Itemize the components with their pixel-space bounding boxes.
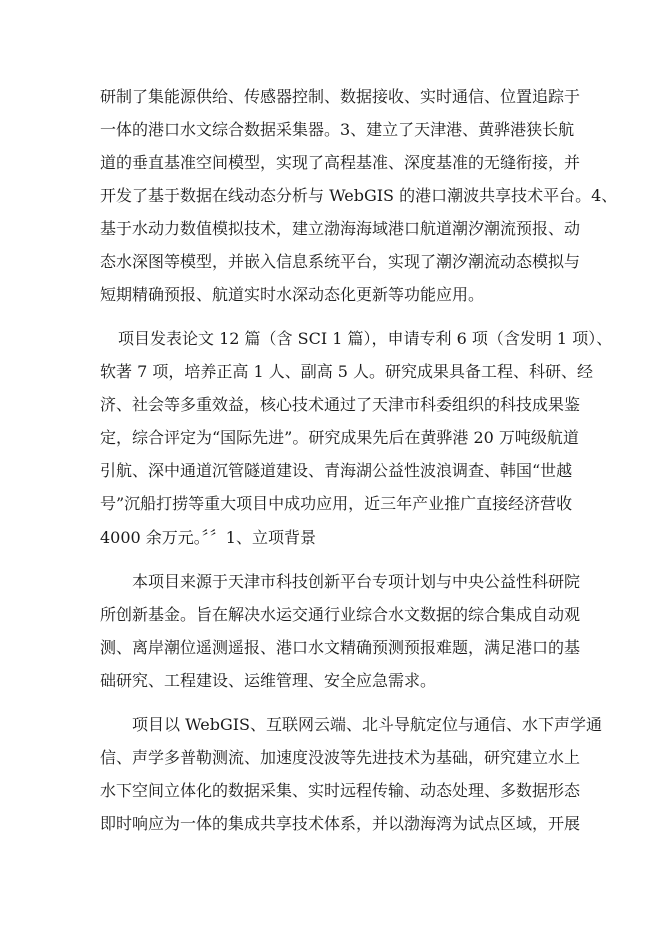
text-line: 一体的港口水文综合数据采集器。3、建立了天津港、黄骅港狭长航 — [100, 120, 575, 139]
text-line: 号”沉船打捞等重大项目中成功应用，近三年产业推广直接经济营收 — [100, 494, 573, 513]
text-line: 软著 7 项，培养正高 1 人、副高 5 人。研究成果具备工程、科研、经 — [100, 362, 594, 381]
text-line: 水下空间立体化的数据采集、实时远程传输、动态处理、多数据形态 — [100, 781, 581, 800]
text-line: 础研究、工程建设、运维管理、安全应急需求。 — [100, 671, 437, 690]
text-line: 引航、深中通道沉管隧道建设、青海湖公益性波浪调查、韩国“世越 — [100, 461, 573, 480]
text-line: 本项目来源于天津市科技创新平台专项计划与中央公益性科研院 — [132, 572, 581, 591]
text-line: 短期精确预报、航道实时水深动态化更新等功能应用。 — [100, 285, 485, 304]
text-line: 所创新基金。旨在解决水运交通行业综合水文数据的综合集成自动观 — [100, 605, 581, 624]
text-line: 态水深图等模型，并嵌入信息系统平台，实现了潮汐潮流动态模拟与 — [100, 252, 581, 271]
text-line: 4000 余万元。〞〞1、立项背景 — [100, 528, 316, 547]
text-line: 研制了集能源供给、传感器控制、数据接收、实时通信、位置追踪于 — [100, 87, 581, 106]
text-line: 济、社会等多重效益，核心技术通过了天津市科委组织的科技成果鉴 — [100, 395, 581, 414]
text-line: 项目发表论文 12 篇（含 SCI 1 篇），申请专利 6 项（含发明 1 项）、 — [118, 329, 613, 348]
text-line: 开发了基于数据在线动态分析与 WebGIS 的港口潮波共享技术平台。4、 — [100, 186, 618, 205]
text-line: 即时响应为一体的集成共享技术体系，并以渤海湾为试点区域，开展 — [100, 814, 581, 833]
text-line: 基于水动力数值模拟技术，建立渤海海域港口航道潮汐潮流预报、动 — [100, 219, 581, 238]
text-line: 道的垂直基准空间模型，实现了高程基准、深度基准的无缝衔接，并 — [100, 153, 581, 172]
text-line: 信、声学多普勒测流、加速度没波等先进技术为基础，研究建立水上 — [100, 748, 581, 767]
text-line: 项目以 WebGIS、互联网云端、北斗导航定位与通信、水下声学通 — [132, 715, 603, 734]
text-line: 定，综合评定为“国际先进”。研究成果先后在黄骅港 20 万吨级航道 — [100, 428, 579, 447]
text-line: 测、离岸潮位遥测遥报、港口水文精确预测预报难题，满足港口的基 — [100, 638, 581, 657]
